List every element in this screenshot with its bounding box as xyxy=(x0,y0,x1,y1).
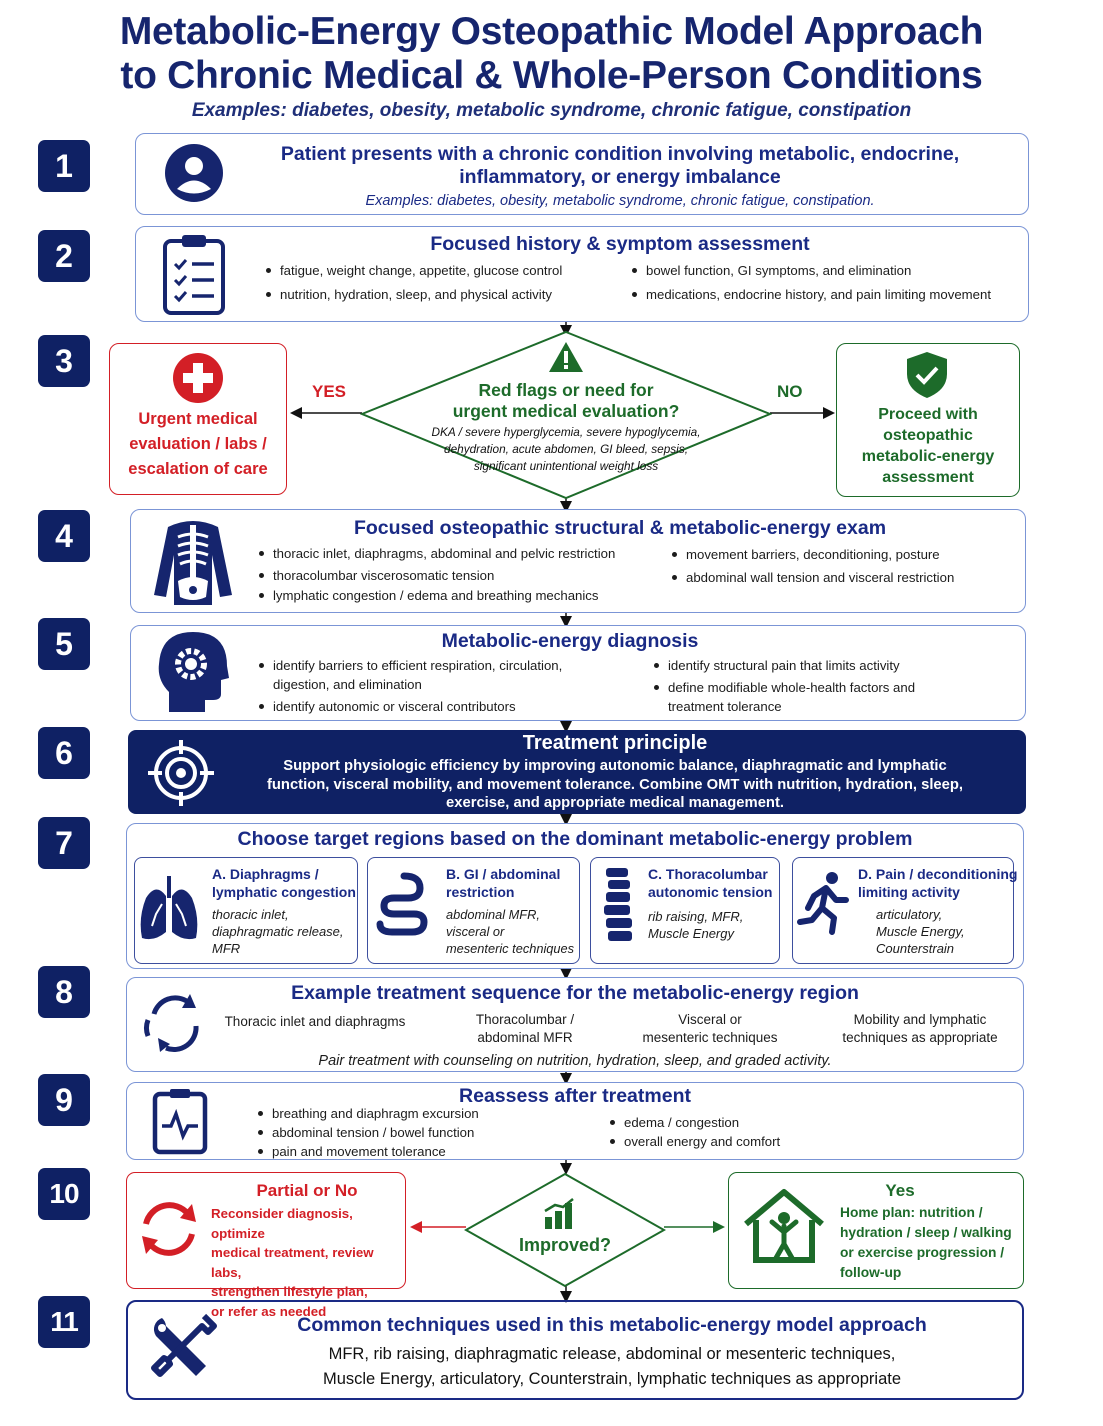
step-5-title: Metabolic-energy diagnosis xyxy=(441,630,699,652)
step-number-8: 8 xyxy=(38,966,90,1018)
list-item: fatigue, weight change, appetite, glucose control xyxy=(262,261,622,280)
person-icon xyxy=(163,142,225,204)
step-4-left-list xyxy=(255,544,655,605)
step-5-left-list xyxy=(255,656,595,716)
step-11-text: MFR, rib raising, diaphragmatic release, abdominal or mesenteric techniques, Muscle Energy, articulatory, Counterstrain, lymphatic techniques as appropriate xyxy=(322,1345,902,1388)
list-item: nutrition, hydration, sleep, and physical activity xyxy=(262,285,622,304)
list-item: abdominal wall tension and visceral restriction xyxy=(668,568,1018,587)
step-number-2: 2 xyxy=(38,230,90,282)
list-item: breathing and diaphragm excursion xyxy=(254,1104,584,1123)
list-item: medications, endocrine history, and pain limiting movement xyxy=(628,285,1028,304)
step-number-4: 4 xyxy=(38,510,90,562)
list-item: define modifiable whole-health factors and treatment tolerance xyxy=(650,678,950,716)
runner-icon xyxy=(796,870,854,936)
step-number-7: 7 xyxy=(38,817,90,869)
shield-check-icon xyxy=(904,350,950,400)
target-icon xyxy=(146,738,216,808)
step-number-3: 3 xyxy=(38,335,90,387)
region-card-a-text: A. Diaphragms / lymphatic congestion thoracic inlet, diaphragmatic release, MFR xyxy=(212,866,356,956)
sequence-step-3: Visceral or mesenteric techniques xyxy=(642,1012,778,1045)
partial-no-text: Reconsider diagnosis, optimize medical treatment, review labs, strengthen lifestyle plan, or refer as needed xyxy=(211,1206,374,1319)
region-card-c-text: C. Thoracolumbar autonomic tension rib raising, MFR, Muscle Energy xyxy=(648,866,773,941)
step-8-title: Example treatment sequence for the metabolic-energy region xyxy=(291,982,859,1004)
step-number-9: 9 xyxy=(38,1074,90,1126)
step-9-title: Reassess after treatment xyxy=(459,1085,691,1107)
list-item: pain and movement tolerance xyxy=(254,1142,584,1161)
step-8-note: Pair treatment with counseling on nutrition, hydration, sleep, and graded activity. xyxy=(318,1053,832,1069)
spine-icon xyxy=(600,866,636,946)
title-line-2: to Chronic Medical & Whole-Person Conditions xyxy=(120,54,983,97)
step-7-title: Choose target regions based on the dominant metabolic-energy problem xyxy=(237,828,913,850)
step-4-right-list xyxy=(668,545,1018,587)
step-6-text: Support physiologic efficiency by improving autonomic balance, diaphragmatic and lymphatic function, visceral mobility, and movement tolerance. Combine OMT with nutrition, hydration, sleep, exercise, and appropriate medical management. xyxy=(266,758,964,811)
refresh-icon xyxy=(134,1196,204,1262)
intestine-icon xyxy=(374,872,434,938)
region-card-b-text: B. GI / abdominal restriction abdominal MFR, visceral or mesenteric techniques xyxy=(446,866,575,956)
list-item: thoracic inlet, diaphragms, abdominal and pelvic restriction xyxy=(255,544,655,563)
title-line-1: Metabolic-Energy Osteopathic Model Approach xyxy=(119,10,984,53)
warning-icon xyxy=(547,340,585,374)
step-4-title: Focused osteopathic structural & metabolic-energy exam xyxy=(353,517,887,539)
sequence-step-2: Thoracolumbar / abdominal MFR xyxy=(475,1012,575,1045)
list-item: identify structural pain that limits activity xyxy=(650,656,950,675)
step-number-1: 1 xyxy=(38,140,90,192)
list-item: bowel function, GI symptoms, and elimination xyxy=(628,261,1028,280)
list-item: movement barriers, deconditioning, posture xyxy=(668,545,1018,564)
step-11-title: Common techniques used in this metabolic-energy model approach xyxy=(297,1314,927,1336)
step-number-10: 10 xyxy=(38,1168,90,1220)
urgent-care-text: Urgent medical evaluation / labs / escalation of care xyxy=(128,410,268,478)
bar-chart-icon xyxy=(543,1197,579,1231)
sequence-step-4: Mobility and lymphatic techniques as appropriate xyxy=(842,1012,998,1045)
list-item: edema / congestion xyxy=(606,1113,906,1132)
skeleton-icon xyxy=(148,515,238,609)
clipboard-icon xyxy=(160,232,228,316)
list-item: identify barriers to efficient respiration, circulation, digestion, and elimination xyxy=(255,656,595,694)
red-flags-question: Red flags or need for urgent medical evaluation? xyxy=(452,380,680,421)
house-icon xyxy=(742,1188,826,1264)
no-label: NO xyxy=(777,382,803,401)
sequence-step-1: Thoracic inlet and diaphragms xyxy=(224,1014,406,1029)
list-item: overall energy and comfort xyxy=(606,1132,906,1151)
proceed-text: Proceed with osteopathic metabolic-energy assessment xyxy=(861,406,995,486)
home-plan-text: Home plan: nutrition / hydration / sleep / walking or exercise progression / follow-up xyxy=(840,1205,1012,1280)
tools-icon xyxy=(148,1312,218,1382)
partial-no-title: Partial or No xyxy=(256,1181,358,1200)
page-subtitle: Examples: diabetes, obesity, metabolic syndrome, chronic fatigue, constipation xyxy=(191,100,912,121)
step-1-title: Patient presents with a chronic condition involving metabolic, endocrine, inflammatory, or energy imbalance xyxy=(280,143,960,188)
medical-cross-icon xyxy=(172,352,224,404)
list-item: identify autonomic or visceral contributors xyxy=(255,697,595,716)
step-number-6: 6 xyxy=(38,727,90,779)
improved-question: Improved? xyxy=(518,1235,611,1255)
step-number-5: 5 xyxy=(38,618,90,670)
list-item: abdominal tension / bowel function xyxy=(254,1123,584,1142)
region-card-d-text: D. Pain / deconditioning limiting activity articulatory, Muscle Energy, Counterstrain xyxy=(858,866,1018,956)
step-2-left-list xyxy=(262,261,622,304)
red-flags-details: DKA / severe hyperglycemia, severe hypoglycemia, dehydration, acute abdomen, GI bleed, sepsis, significant unintentional weight loss xyxy=(431,425,701,473)
step-2-right-list xyxy=(628,261,1028,304)
home-plan-title: Yes xyxy=(885,1181,915,1200)
step-number-11: 11 xyxy=(38,1296,90,1348)
list-item: lymphatic congestion / edema and breathing mechanics xyxy=(255,586,655,605)
step-5-right-list xyxy=(650,656,950,716)
step-9-left-list xyxy=(254,1104,584,1161)
step-9-right-list xyxy=(606,1113,906,1151)
lungs-icon xyxy=(138,874,200,944)
step-6-title: Treatment principle xyxy=(522,732,708,754)
step-1-examples: Examples: diabetes, obesity, metabolic syndrome, chronic fatigue, constipation. xyxy=(365,193,875,209)
head-gear-icon xyxy=(155,630,231,714)
yes-label: YES xyxy=(312,382,347,401)
step-2-title: Focused history & symptom assessment xyxy=(430,233,810,255)
list-item: thoracolumbar viscerosomatic tension xyxy=(255,566,655,585)
